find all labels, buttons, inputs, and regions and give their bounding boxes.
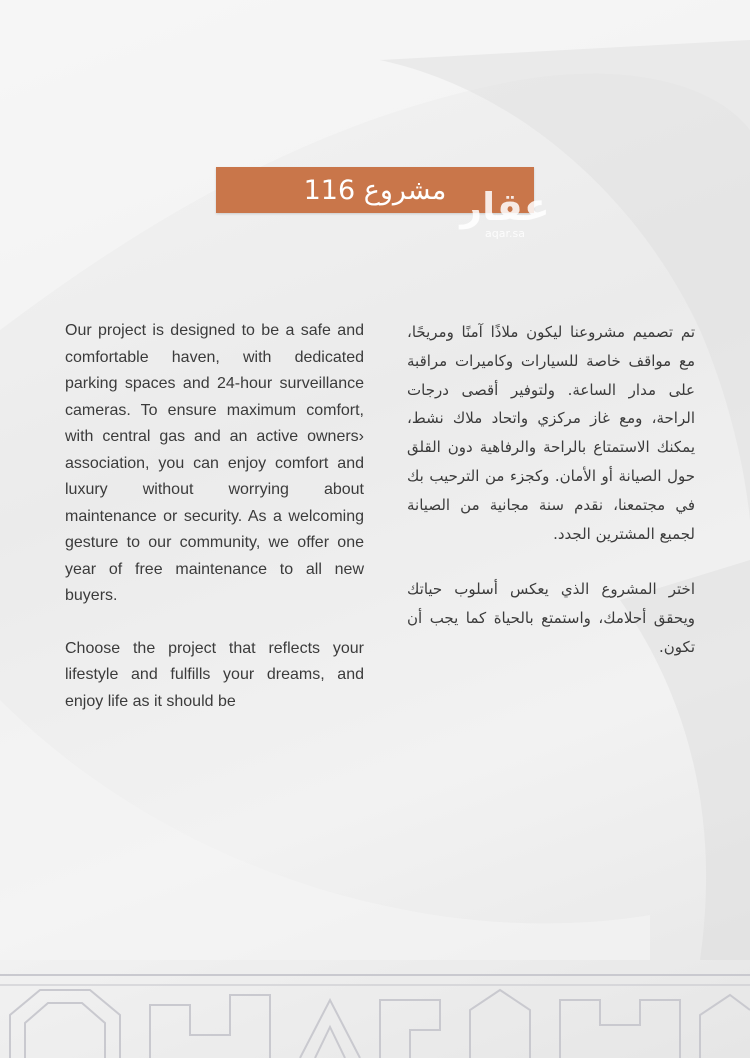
arabic-description bbox=[407, 318, 695, 689]
english-paragraph-1: Our project is designed to be a safe and comfortable haven, with dedicated parking spaces and 24-hour surveillance cameras. To ensure maximum comfort, with central gas and an active owners› association, you can enjoy comfort and luxury without worrying about maintenance or security. As a welcoming gesture to our community, we offer one year of free maintenance to all new buyers. bbox=[65, 322, 364, 604]
arabic-paragraph-1: تم تصميم مشروعنا ليكون ملاذًا آمنًا ومريحًا، مع مواقف خاصة للسيارات وكاميرات مراقبة على مدار الساعة. ولتوفير أقصى درجات الراحة، ومع غاز مركزي واتحاد ملاك نشط، يمكنك الاستمتاع بالراحة والرفاهية دون القلق حول الصيانة أو الأمان. وكجزء من الترحيب بك في مجتمعنا، نقدم سنة مجانية من الصيانة لجميع المشترين الجدد. bbox=[407, 323, 695, 543]
site-watermark bbox=[440, 186, 570, 256]
english-description bbox=[65, 318, 364, 741]
project-title: مشروع 116 bbox=[303, 174, 447, 206]
arabic-paragraph-2: اختر المشروع الذي يعكس أسلوب حياتك ويحقق أحلامك، واستمتع بالحياة كما يجب أن تكون. bbox=[407, 580, 695, 656]
watermark-url: aqar.sa bbox=[485, 227, 525, 240]
geometric-border-pattern bbox=[0, 955, 750, 1058]
english-paragraph-2: Choose the project that reflects your lifestyle and fulfills your dreams, and enjoy life as it should be bbox=[65, 639, 364, 710]
watermark-logo-text: عقار bbox=[460, 185, 550, 229]
